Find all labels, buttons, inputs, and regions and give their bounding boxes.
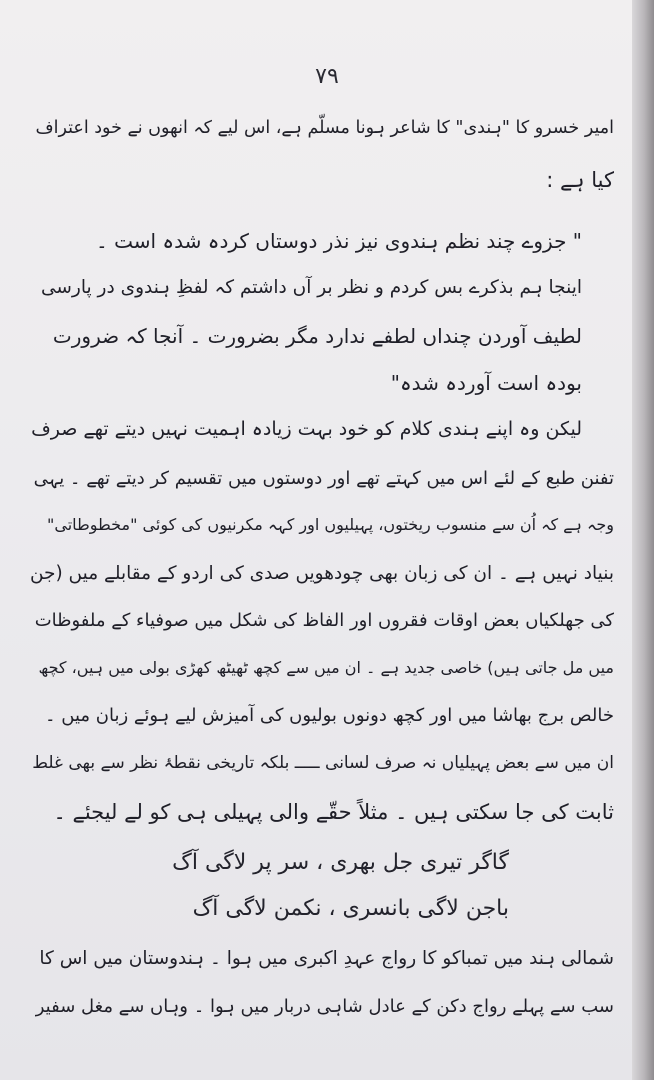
quote-line-2: اینجا ہم بذکرے بس کردم و نظر بر آں داشتم کہ لفظِ ہندوی در پارسی [41,277,582,298]
paragraph-line-7: کی جھلکیاں بعض اوقات فقروں اور الفاظ کی شکل میں صوفیاء کے ملفوظات [34,610,614,631]
page-edge-shadow [632,0,654,1080]
paragraph-line-11: ثابت کی جا سکتی ہیں ۔ مثلاً حقّے والی پہیلی ہی کو لے لیجئے ۔ [53,800,614,824]
verse-line-1: گاگر تیری جل بھری ، سر پر لاگی آگ [172,850,509,875]
verse-line-2: باجن لاگی بانسری ، نکمن لاگی آگ [192,896,509,921]
quote-line-3: لطیف آوردن چنداں لطفے ندارد مگر بضرورت ۔ آنجا کہ ضرورت [52,324,582,348]
paragraph-line-10: ان میں سے بعض پہیلیاں نہ صرف لسانی ـــــ بلکہ تاریخی نقطۂ نظر سے بھی غلط [32,753,614,773]
paragraph-line-4: تفنن طبع کے لئے اس میں کہتے تھے اور دوستوں میں تقسیم کر دیتے تھے ۔ یہی [33,468,614,489]
paragraph-line-1: امیر خسرو کا "ہندی" کا شاعر ہونا مسلّم ہے، اس لیے کہ انھوں نے خود اعتراف [35,118,614,138]
paragraph-line-13: سب سے پہلے رواج دکن کے عادل شاہی دربار میں ہوا ۔ وہاں سے مغل سفیر [35,996,614,1017]
paragraph-line-3: لیکن وہ اپنے ہندی کلام کو خود بہت زیادہ اہمیت نہیں دیتے تھے صرف [31,418,582,440]
quote-line-1: " جزوے چند نظم ہندوی نیز نذر دوستاں کردہ شدہ است ۔ [96,229,582,253]
paragraph-line-5: وجہ ہے کہ اُن سے منسوب ریختوں، پہیلیوں اور کہہ مکرنیوں کی کوئی "مخطوطاتی" [47,515,614,534]
paragraph-line-6: بنیاد نہیں ہے ۔ ان کی زبان بھی چودھویں صدی کی اردو کے مقابلے میں (جن [29,563,614,584]
paragraph-line-9: خالص برج بھاشا میں اور کچھ دونوں بولیوں کی آمیزش لیے ہوئے زبان میں ۔ [44,705,614,726]
quote-line-4: بودہ است آوردہ شدہ" [390,371,582,395]
paragraph-line-12: شمالی ہند میں تمباکو کا رواج عہدِ اکبری میں ہوا ۔ ہندوستان میں اس کا [39,948,614,969]
paragraph-line-8: میں مل جاتی ہیں) خاصی جدید ہے ۔ ان میں سے کچھ ٹھیٹھ کھڑی بولی میں ہیں، کچھ [38,658,614,677]
page-number: ۷۹ [315,64,339,89]
paragraph-line-2: کیا ہے : [546,168,614,192]
